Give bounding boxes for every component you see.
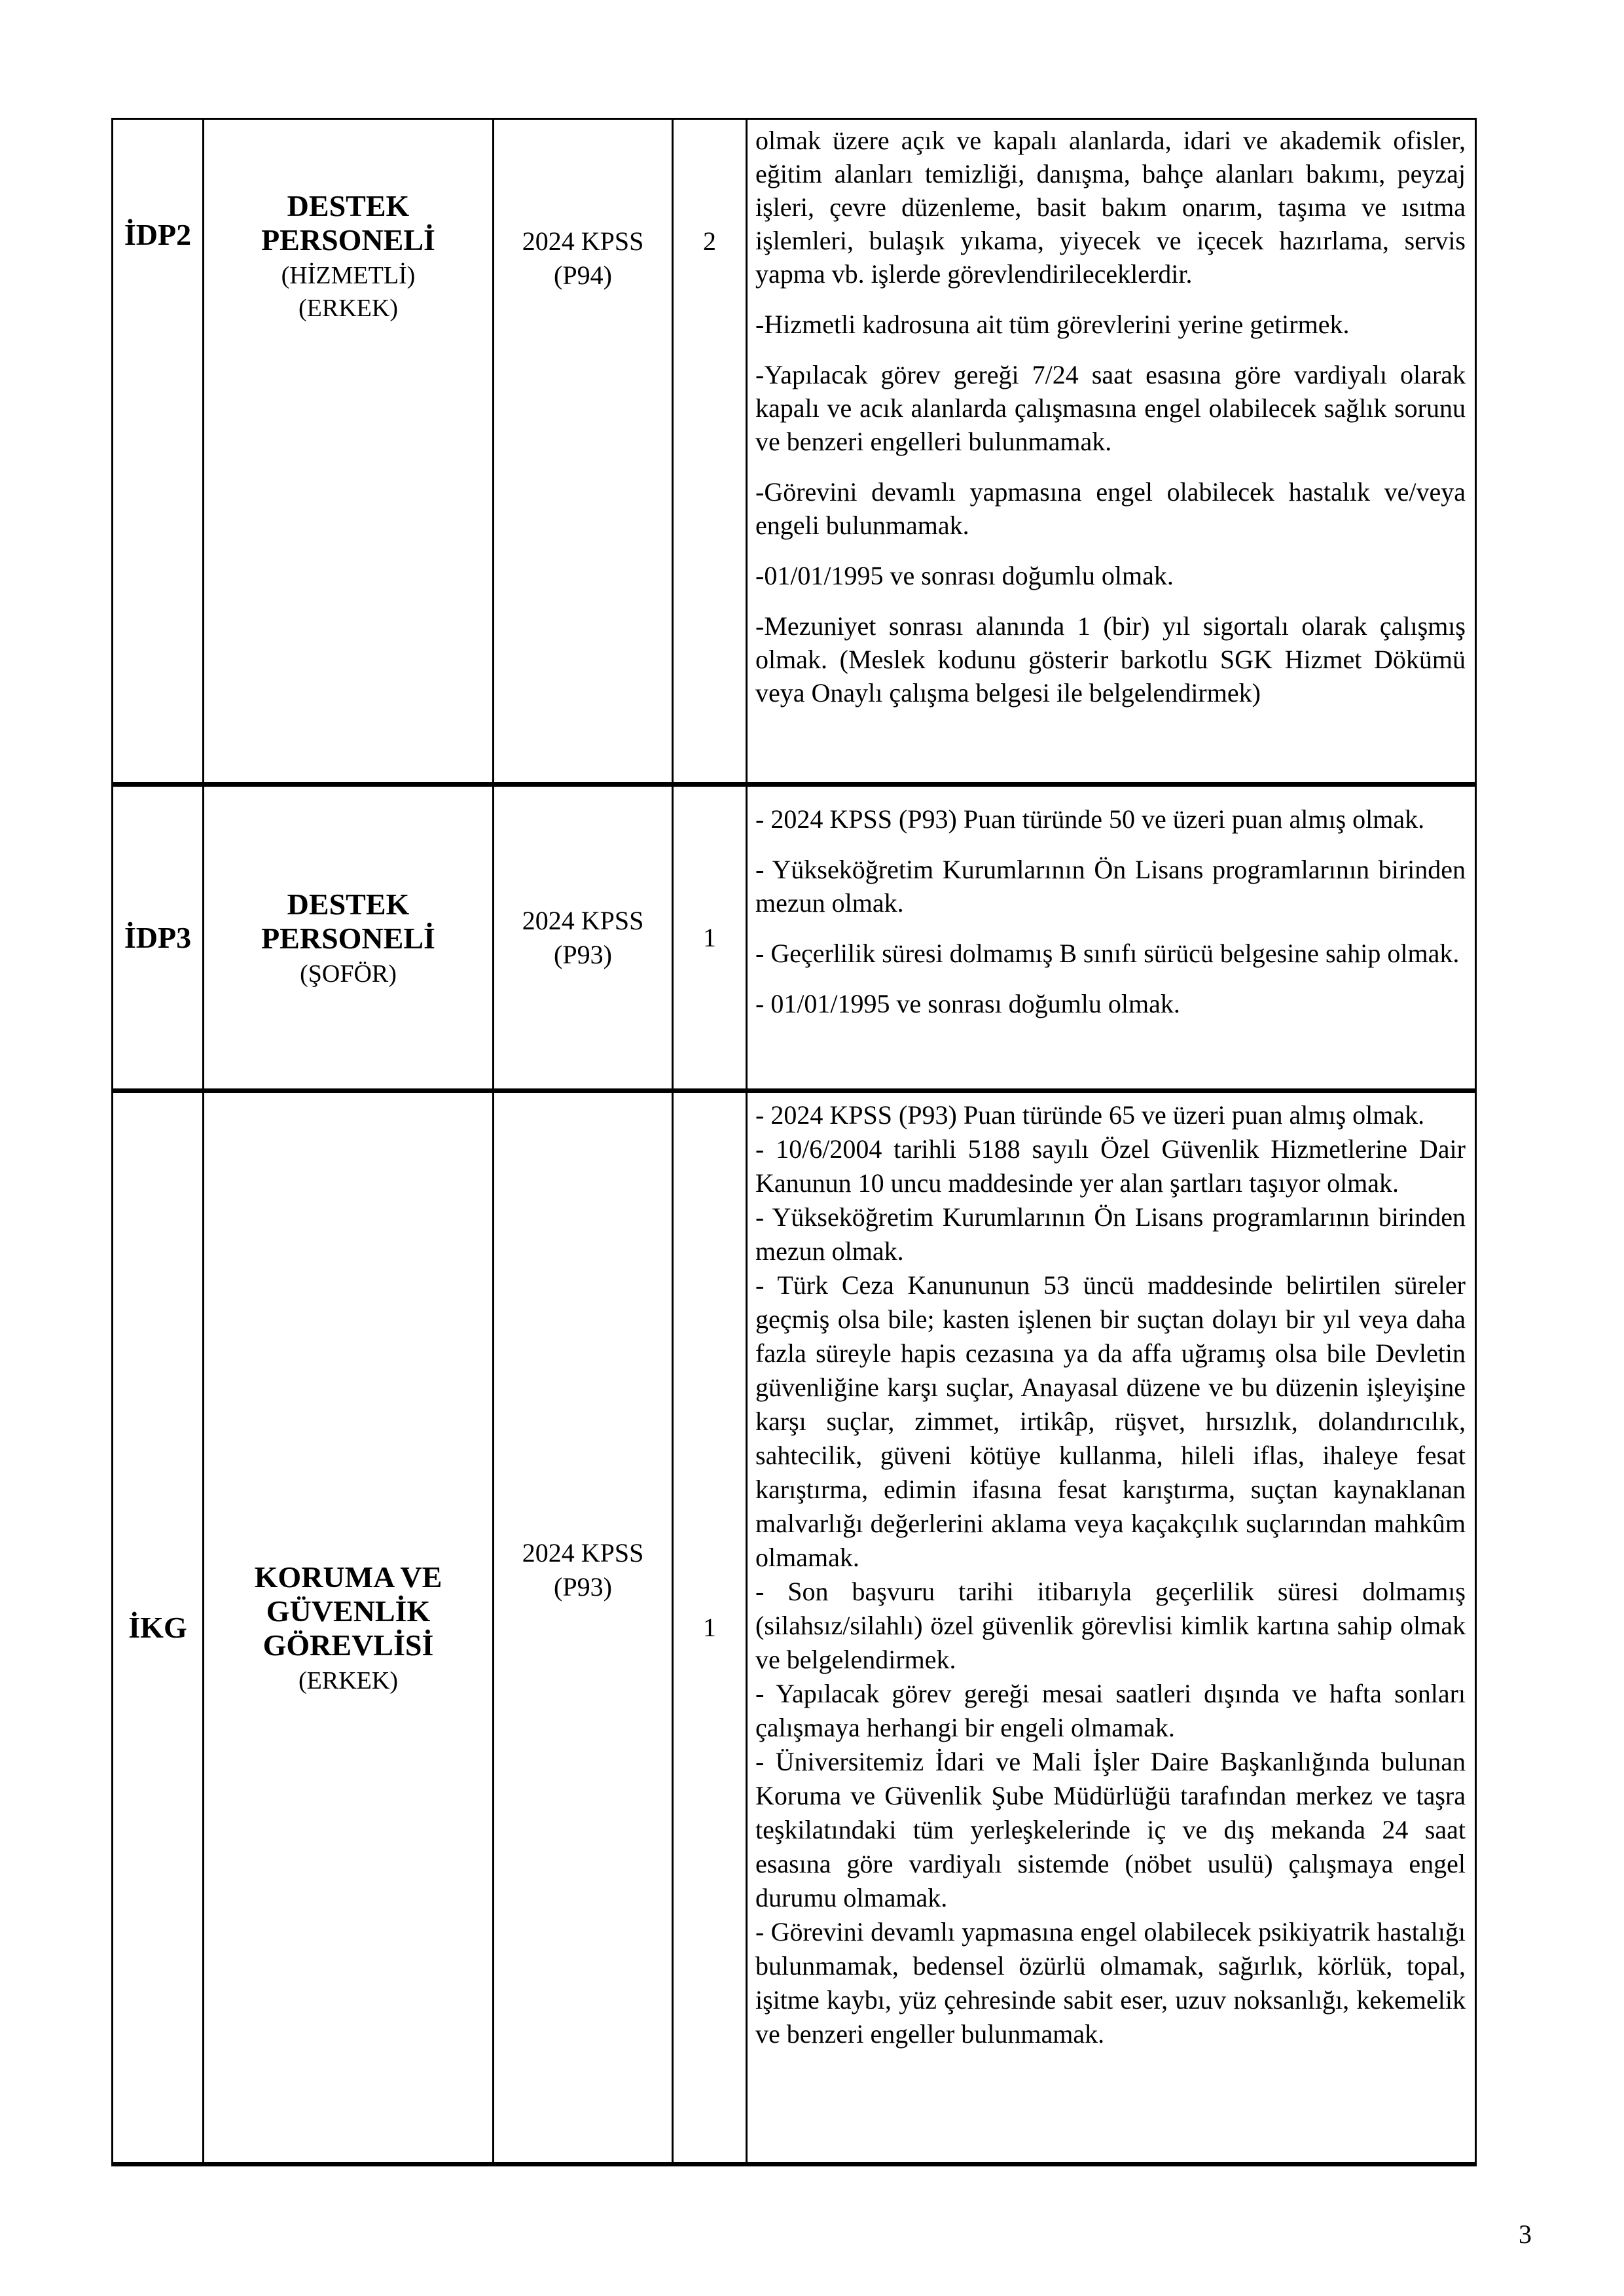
table-row-ikg — [113, 1088, 1475, 2162]
requirement-paragraph: - 2024 KPSS (P93) Puan türünde 65 ve üzeri puan almış olmak. — [755, 1100, 1425, 1130]
requirements-cell — [748, 787, 1475, 1088]
position-count-cell — [674, 1093, 748, 2162]
position-count-cell — [674, 787, 748, 1088]
kpss-score-type: (P93) — [554, 939, 612, 969]
job-code-cell — [113, 120, 204, 782]
position-count: 1 — [703, 1612, 716, 1642]
kpss-score-type: (P93) — [554, 1571, 612, 1602]
requirement-paragraph: -Mezuniyet sonrası alanında 1 (bir) yıl sigortalı olarak çalışmış olmak. (Meslek kodunu gösterir barkotlu SGK Hizmet Dökümü veya Onaylı çalışma belgesi ile belgelendirmek) — [755, 611, 1466, 708]
requirement-paragraph: - Yükseköğretim Kurumlarının Ön Lisans programlarının birinden mezun olmak. — [755, 855, 1466, 918]
requirement-paragraph: - Yükseköğretim Kurumlarının Ön Lisans programlarının birinden mezun olmak. — [755, 1202, 1466, 1266]
requirement-paragraph: - Geçerlilik süresi dolmamış B sınıfı sürücü belgesine sahip olmak. — [755, 939, 1460, 968]
kpss-exam-block — [522, 1536, 644, 1604]
job-code: İDP2 — [124, 218, 192, 251]
job-gender: (ERKEK) — [298, 1666, 398, 1695]
job-subtitle: (HİZMETLİ) — [281, 262, 416, 289]
table-row-idp3 — [113, 782, 1475, 1088]
job-subtitle: (ŞOFÖR) — [300, 960, 397, 988]
kpss-exam: 2024 KPSS — [522, 1537, 644, 1568]
table-row-idp2 — [113, 120, 1475, 782]
job-gender: (ERKEK) — [298, 295, 398, 322]
job-code-cell — [113, 1093, 204, 2162]
requirement-paragraph: - 2024 KPSS (P93) Puan türünde 50 ve üzeri puan almış olmak. — [755, 804, 1425, 834]
requirement-paragraph: - Üniversitemiz İdari ve Mali İşler Daire Başkanlığında bulunan Koruma ve Güvenlik Şube Müdürlüğü tarafından merkez ve taşra teşkilatındaki tüm yerleşkelerinde iç ve dış mekanda 24 saat esasına göre vardiyalı sistemde (nöbet usulü) çalışmaya engel durumu olmamak. — [755, 1747, 1466, 1912]
requirement-paragraph: - Türk Ceza Kanununun 53 üncü maddesinde belirtilen süreler geçmiş olsa bile; kasten işlenen bir suçtan dolayı bir yıl veya daha fazla süreyle hapis cezasına ya da affa uğramış olsa bile Devletin güvenliğine karşı suçlar, Anayasal düzene ve bu düzenin işleyişine karşı suçlar, zimmet, irtikâp, rüşvet, hırsızlık, dolandırıcılık, sahtecilik, güveni kötüye kullanma, hileli iflas, ihaleye fesat karıştırma, edimin ifasına fesat karıştırma, suçtan kaynaklanan malvarlığı değerlerini aklama veya kaçakçılık suçlarından mahkûm olmamak. — [755, 1270, 1466, 1572]
kpss-score-type: (P94) — [554, 260, 612, 290]
job-title-cell — [204, 120, 494, 782]
job-title: DESTEK PERSONELİ — [261, 887, 435, 955]
requirement-paragraph: - Görevini devamlı yapmasına engel olabilecek psikiyatrik hastalığı bulunmamak, bedensel özürlü olmamak, sağırlık, körlük, topal, işitme kaybı, yüz çehresinde sabit eser, uzuv noksanlığı, kekemelik ve benzeri engeller bulunmamak. — [755, 1917, 1466, 2049]
position-count: 2 — [703, 226, 716, 256]
job-code: İKG — [128, 1610, 187, 1644]
requirement-paragraph: - Yapılacak görev gereği mesai saatleri dışında ve hafta sonları çalışmaya herhangi bir engeli olmamak. — [755, 1679, 1466, 1742]
requirement-paragraph: -Hizmetli kadrosuna ait tüm görevlerini yerine getirmek. — [755, 310, 1350, 339]
job-title: KORUMA VE GÜVENLİK GÖREVLİSİ — [254, 1560, 442, 1662]
requirement-paragraph: -01/01/1995 ve sonrası doğumlu olmak. — [755, 561, 1174, 590]
requirements-cell — [748, 1093, 1475, 2162]
kpss-cell — [494, 120, 674, 782]
job-title-cell — [204, 787, 494, 1088]
position-count: 1 — [703, 922, 716, 952]
position-count-cell — [674, 120, 748, 782]
requirement-paragraph: olmak üzere açık ve kapalı alanlarda, idari ve akademik ofisler, eğitim alanları temizliği, danışma, bahçe alanları bakımı, peyzaj işleri, çevre düzenleme, basit bakım onarım, taşıma ve ısıtma işlemleri, bulaşık yıkama, yiyecek ve içecek hazırlama, servis yapma vb. işlerde görevlendirileceklerdir. — [755, 126, 1466, 289]
job-postings-table — [111, 118, 1477, 2166]
page-number: 3 — [1519, 2219, 1532, 2249]
requirement-paragraph: - 01/01/1995 ve sonrası doğumlu olmak. — [755, 989, 1180, 1018]
requirement-paragraph: -Yapılacak görev gereği 7/24 saat esasına göre vardiyalı olarak kapalı ve acık alanlarda çalışmasına engel olabilecek sağlık sorunu ve benzeri engelleri bulunmamak. — [755, 360, 1466, 456]
job-title-cell — [204, 1093, 494, 2162]
kpss-cell — [494, 1093, 674, 2162]
kpss-cell — [494, 787, 674, 1088]
requirement-paragraph: - Son başvuru tarihi itibarıyla geçerlilik süresi dolmamış (silahsız/silahlı) özel güvenlik görevlisi kimlik kartına sahip olmak ve belgelendirmek. — [755, 1577, 1466, 1674]
kpss-exam: 2024 KPSS — [522, 226, 644, 256]
requirement-paragraph: - 10/6/2004 tarihli 5188 sayılı Özel Güvenlik Hizmetlerine Dair Kanunun 10 uncu maddesinde yer alan şartları taşıyor olmak. — [755, 1134, 1466, 1198]
job-code: İDP3 — [124, 920, 192, 954]
kpss-exam: 2024 KPSS — [522, 905, 644, 935]
job-code-cell — [113, 787, 204, 1088]
job-title: DESTEK PERSONELİ — [261, 189, 435, 257]
requirement-paragraph: -Görevini devamlı yapmasına engel olabilecek hastalık ve/veya engeli bulunmamak. — [755, 477, 1466, 540]
requirements-cell — [748, 120, 1475, 782]
